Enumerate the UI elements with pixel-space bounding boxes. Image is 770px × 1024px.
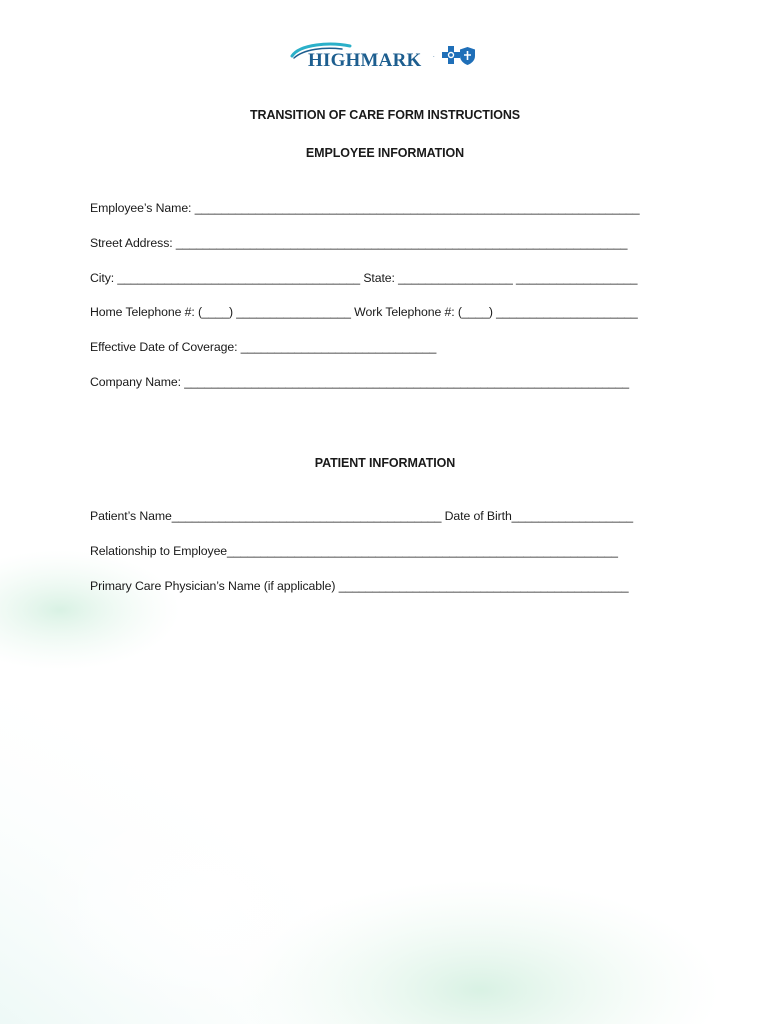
company-name-field[interactable]: Company Name: __________________________________________________________________	[90, 375, 630, 389]
highmark-logo	[290, 40, 482, 76]
patient-section-heading: PATIENT INFORMATION	[314, 456, 456, 470]
employee-section-heading: EMPLOYEE INFORMATION	[305, 146, 465, 160]
logo-trademark: .	[433, 53, 435, 59]
patient-name-dob-field[interactable]: Patient’s Name________________________________________ Date of Birth__________________	[90, 509, 633, 523]
street-address-field[interactable]: Street Address: ___________________________________________________________________	[90, 236, 628, 250]
form-title: TRANSITION OF CARE FORM INSTRUCTIONS	[249, 108, 520, 122]
employee-name-field[interactable]: Employee’s Name: __________________________________________________________________	[90, 201, 640, 215]
effective-date-field[interactable]: Effective Date of Coverage: _____________________________	[90, 340, 437, 354]
city-state-field[interactable]: City: ____________________________________ State: _________________ __________________	[90, 271, 638, 285]
blue-shield-icon	[460, 47, 475, 65]
telephone-fields[interactable]: Home Telephone #: (____) _________________ Work Telephone #: (____) _____________________	[90, 305, 638, 319]
logo-wordmark: HIGHMARK	[308, 50, 422, 71]
primary-physician-field[interactable]: Primary Care Physician’s Name (if applicable) ___________________________________________	[90, 579, 629, 593]
relationship-field[interactable]: Relationship to Employee__________________________________________________________	[90, 544, 618, 558]
blue-cross-icon	[442, 46, 460, 64]
